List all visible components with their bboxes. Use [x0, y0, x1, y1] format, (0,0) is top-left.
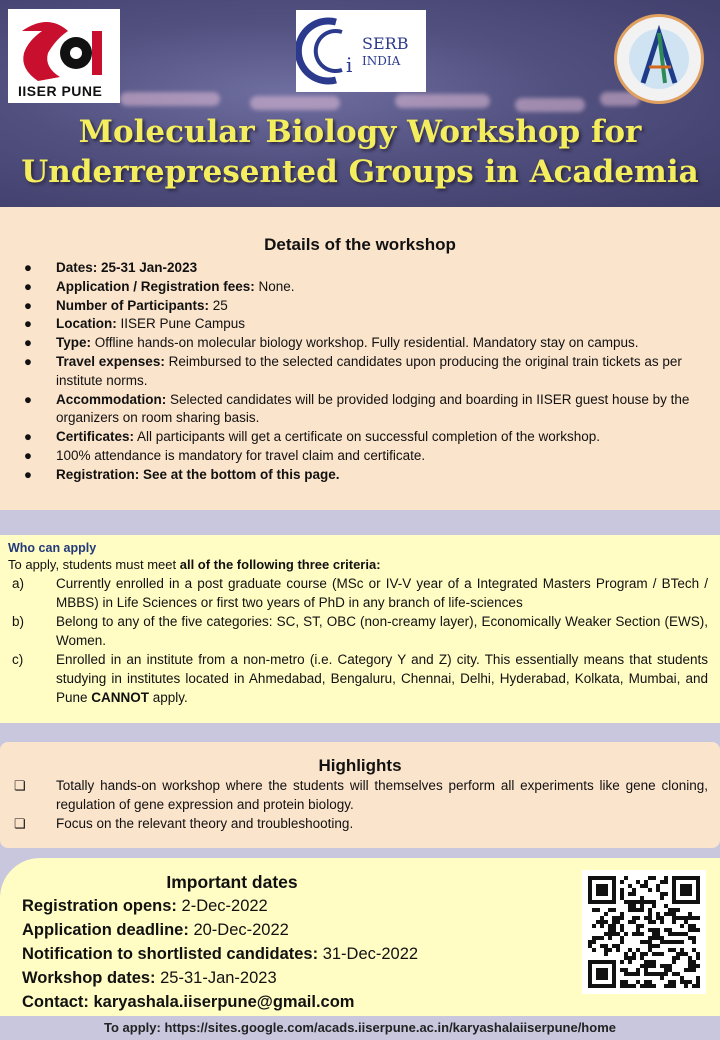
highlight-item: ❏ Totally hands-on workshop where the students will themselves perform all experiments like gene cloning, regulation of gene expression and protein biology.: [0, 776, 720, 814]
detail-item: ● Travel expenses: Reimbursed to the selected candidates upon producing the original train tickets as per institute norms.: [23, 353, 682, 388]
highlight-item: ❏ Focus on the relevant theory and troubleshooting.: [0, 814, 720, 833]
detail-item: ● 100% attendance is mandatory for travel claim and certificate.: [23, 447, 426, 463]
title-line-2: Underrepresented Groups in Academia: [21, 154, 699, 190]
detail-item: ● Type: Offline hands-on molecular biology workshop. Fully residential. Mandatory stay on campus.: [23, 335, 639, 351]
eligibility-heading: Who can apply: [8, 541, 97, 555]
page-title: [0, 112, 720, 192]
serb-logo-text: SERB: [362, 34, 409, 53]
checkbox-icon: ❏: [14, 778, 26, 793]
criterion-item: a) Currently enrolled in a post graduate course (MSc or IV-V year of a Integrated Masters Program / BTech / MBBS) in Life Sciences or first two years of PhD in any branch of life-sciences: [12, 576, 708, 610]
details-title: Details of the workshop: [264, 235, 456, 254]
karyashala-emblem-logo: [614, 14, 704, 104]
date-row: Registration opens: 2-Dec-2022: [22, 897, 268, 915]
details-panel: [0, 207, 720, 510]
eligibility-intro: To apply, students must meet all of the following three criteria:: [8, 557, 381, 572]
criterion-item: c) Enrolled in an institute from a non-metro (i.e. Category Y and Z) city. This essentially means that students studying in institutes located in Ahmedabad, Bengaluru, Chennai, Delhi, Hyderabad, Kolkata, Mumbai, and Pune CANNOT apply.: [12, 652, 708, 705]
detail-item: ● Dates: 25-31 Jan-2023: [23, 260, 198, 275]
details-list: [0, 259, 720, 485]
india-logo-text: INDIA: [362, 54, 401, 68]
date-row: Workshop dates: 25-31-Jan-2023: [22, 969, 277, 987]
detail-item: ● Accommodation: Selected candidates will be provided lodging and boarding in IISER guest house by the organizers on room sharing basis.: [23, 391, 690, 426]
date-row: Application deadline: 20-Dec-2022: [22, 921, 289, 939]
title-line-1: Molecular Biology Workshop for: [78, 114, 642, 150]
qr-code[interactable]: [582, 870, 706, 994]
header-banner: [0, 0, 720, 207]
detail-item: ● Certificates: All participants will get a certificate on successful completion of the workshop.: [23, 429, 601, 445]
iiser-pune-logo: [8, 9, 120, 103]
iiser-logo-text: IISER PUNE: [18, 83, 103, 99]
eligibility-panel: [0, 535, 720, 723]
criterion-item: b) Belong to any of the five categories: SC, ST, OBC (non-creamy layer), Economically Weaker Section (EWS), Women.: [12, 614, 708, 648]
detail-item: ● Registration: See at the bottom of this page.: [23, 466, 340, 482]
date-row: Notification to shortlisted candidates: 31-Dec-2022: [22, 945, 419, 963]
highlights-title: Highlights: [318, 756, 402, 775]
detail-item: ● Location: IISER Pune Campus: [23, 316, 246, 332]
contact-row[interactable]: Contact: karyashala.iiserpune@gmail.com: [22, 993, 355, 1011]
serb-india-logo: [296, 10, 426, 92]
dates-title: Important dates: [166, 872, 298, 892]
detail-item: ● Application / Registration fees: None.: [23, 278, 295, 294]
checkbox-icon: ❏: [14, 816, 26, 831]
svg-text:i: i: [346, 53, 353, 77]
apply-link[interactable]: To apply: https://sites.google.com/acads.iiserpune.ac.in/karyashalaiiserpune/home: [104, 1020, 616, 1035]
detail-item: ● Number of Participants: 25: [23, 297, 228, 313]
highlights-panel: [0, 742, 720, 848]
